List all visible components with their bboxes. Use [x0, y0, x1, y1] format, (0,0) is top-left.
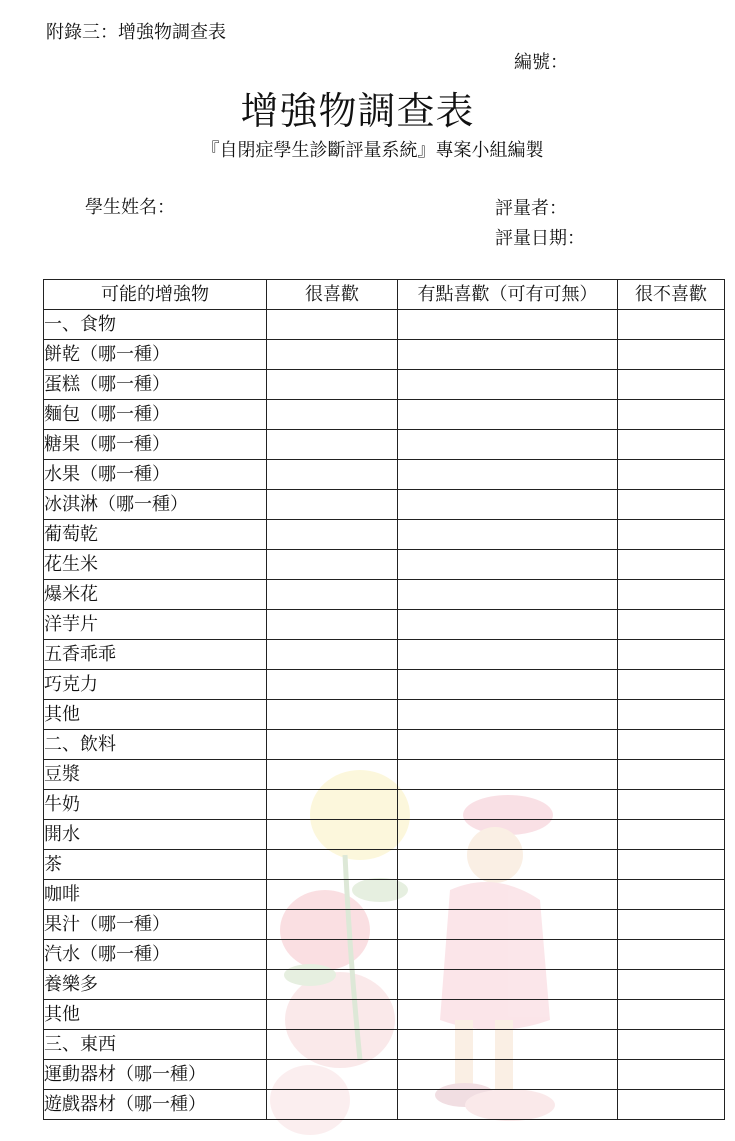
table-row [44, 910, 725, 940]
somewhat-like-cell[interactable] [398, 820, 618, 850]
dislike-cell[interactable] [618, 520, 725, 550]
like-very-much-cell[interactable] [267, 490, 398, 520]
somewhat-like-cell[interactable] [398, 490, 618, 520]
table-row [44, 1090, 725, 1120]
like-very-much-cell[interactable] [267, 850, 398, 880]
like-very-much-cell[interactable] [267, 820, 398, 850]
page-subtitle: 『自閉症學生診斷評量系統』專案小組編製 [201, 140, 544, 161]
item-label: 餅乾（哪一種） [44, 340, 267, 370]
column-header-dislike: 很不喜歡 [618, 280, 725, 310]
somewhat-like-cell[interactable] [398, 790, 618, 820]
dislike-cell[interactable] [618, 970, 725, 1000]
table-row [44, 610, 725, 640]
somewhat-like-cell[interactable] [398, 730, 618, 760]
dislike-cell[interactable] [618, 790, 725, 820]
dislike-cell[interactable] [618, 880, 725, 910]
column-header-like-very-much: 很喜歡 [267, 280, 398, 310]
table-row [44, 430, 725, 460]
column-header-somewhat-like: 有點喜歡（可有可無） [398, 280, 618, 310]
dislike-cell[interactable] [618, 1030, 725, 1060]
somewhat-like-cell[interactable] [398, 520, 618, 550]
like-very-much-cell[interactable] [267, 580, 398, 610]
column-header-reinforcer: 可能的增強物 [44, 280, 267, 310]
dislike-cell[interactable] [618, 1060, 725, 1090]
dislike-cell[interactable] [618, 550, 725, 580]
like-very-much-cell[interactable] [267, 310, 398, 340]
like-very-much-cell[interactable] [267, 910, 398, 940]
somewhat-like-cell[interactable] [398, 1000, 618, 1030]
item-label: 遊戲器材（哪一種） [44, 1090, 267, 1120]
somewhat-like-cell[interactable] [398, 460, 618, 490]
item-label: 洋芋片 [44, 610, 267, 640]
table-row [44, 1000, 725, 1030]
category-row [44, 730, 725, 760]
dislike-cell[interactable] [618, 760, 725, 790]
somewhat-like-cell[interactable] [398, 940, 618, 970]
somewhat-like-cell[interactable] [398, 760, 618, 790]
table-row [44, 460, 725, 490]
like-very-much-cell[interactable] [267, 730, 398, 760]
like-very-much-cell[interactable] [267, 370, 398, 400]
dislike-cell[interactable] [618, 370, 725, 400]
page-title: 增強物調查表 [240, 89, 475, 133]
somewhat-like-cell[interactable] [398, 1060, 618, 1090]
like-very-much-cell[interactable] [267, 610, 398, 640]
table-row [44, 340, 725, 370]
dislike-cell[interactable] [618, 460, 725, 490]
somewhat-like-cell[interactable] [398, 400, 618, 430]
like-very-much-cell[interactable] [267, 790, 398, 820]
item-label: 汽水（哪一種） [44, 940, 267, 970]
item-label: 豆漿 [44, 760, 267, 790]
like-very-much-cell[interactable] [267, 430, 398, 460]
category-label: 二、飲料 [44, 730, 267, 760]
item-label: 水果（哪一種） [44, 460, 267, 490]
dislike-cell[interactable] [618, 940, 725, 970]
reinforcer-survey-table [43, 279, 725, 1120]
item-label: 冰淇淋（哪一種） [44, 490, 267, 520]
item-label: 花生米 [44, 550, 267, 580]
date-field[interactable]: 評量日期： [495, 228, 585, 249]
somewhat-like-cell[interactable] [398, 880, 618, 910]
somewhat-like-cell[interactable] [398, 1030, 618, 1060]
dislike-cell[interactable] [618, 730, 725, 760]
table-row [44, 400, 725, 430]
dislike-cell[interactable] [618, 1000, 725, 1030]
somewhat-like-cell[interactable] [398, 970, 618, 1000]
item-label: 其他 [44, 1000, 267, 1030]
like-very-much-cell[interactable] [267, 640, 398, 670]
table-row [44, 640, 725, 670]
like-very-much-cell[interactable] [267, 1000, 398, 1030]
like-very-much-cell[interactable] [267, 880, 398, 910]
table-row [44, 940, 725, 970]
dislike-cell[interactable] [618, 910, 725, 940]
table-row [44, 1060, 725, 1090]
table-row [44, 550, 725, 580]
like-very-much-cell[interactable] [267, 700, 398, 730]
somewhat-like-cell[interactable] [398, 910, 618, 940]
category-row [44, 1030, 725, 1060]
somewhat-like-cell[interactable] [398, 370, 618, 400]
category-row [44, 310, 725, 340]
somewhat-like-cell[interactable] [398, 700, 618, 730]
table-row [44, 880, 725, 910]
item-label: 牛奶 [44, 790, 267, 820]
table-row [44, 820, 725, 850]
item-label: 茶 [44, 850, 267, 880]
table-row [44, 670, 725, 700]
table-row [44, 760, 725, 790]
category-label: 三、東西 [44, 1030, 267, 1060]
item-label: 開水 [44, 820, 267, 850]
like-very-much-cell[interactable] [267, 940, 398, 970]
like-very-much-cell[interactable] [267, 670, 398, 700]
like-very-much-cell[interactable] [267, 1060, 398, 1090]
dislike-cell[interactable] [618, 310, 725, 340]
category-label: 一、食物 [44, 310, 267, 340]
item-label: 運動器材（哪一種） [44, 1060, 267, 1090]
somewhat-like-cell[interactable] [398, 850, 618, 880]
table-row [44, 370, 725, 400]
table-row [44, 490, 725, 520]
table-row [44, 850, 725, 880]
somewhat-like-cell[interactable] [398, 550, 618, 580]
table-row [44, 520, 725, 550]
item-label: 五香乖乖 [44, 640, 267, 670]
like-very-much-cell[interactable] [267, 460, 398, 490]
somewhat-like-cell[interactable] [398, 610, 618, 640]
somewhat-like-cell[interactable] [398, 430, 618, 460]
item-label: 糖果（哪一種） [44, 430, 267, 460]
somewhat-like-cell[interactable] [398, 640, 618, 670]
table-row [44, 790, 725, 820]
dislike-cell[interactable] [618, 700, 725, 730]
like-very-much-cell[interactable] [267, 400, 398, 430]
item-label: 爆米花 [44, 580, 267, 610]
like-very-much-cell[interactable] [267, 520, 398, 550]
somewhat-like-cell[interactable] [398, 580, 618, 610]
somewhat-like-cell[interactable] [398, 1090, 618, 1120]
dislike-cell[interactable] [618, 430, 725, 460]
item-label: 養樂多 [44, 970, 267, 1000]
like-very-much-cell[interactable] [267, 970, 398, 1000]
table-header-row [44, 280, 725, 310]
item-label: 其他 [44, 700, 267, 730]
student-name-field[interactable]: 學生姓名： [85, 197, 175, 218]
somewhat-like-cell[interactable] [398, 310, 618, 340]
item-label: 葡萄乾 [44, 520, 267, 550]
item-label: 麵包（哪一種） [44, 400, 267, 430]
dislike-cell[interactable] [618, 610, 725, 640]
somewhat-like-cell[interactable] [398, 340, 618, 370]
item-label: 果汁（哪一種） [44, 910, 267, 940]
like-very-much-cell[interactable] [267, 1030, 398, 1060]
item-label: 咖啡 [44, 880, 267, 910]
dislike-cell[interactable] [618, 850, 725, 880]
item-label: 巧克力 [44, 670, 267, 700]
number-label: 編號： [514, 52, 568, 73]
dislike-cell[interactable] [618, 400, 725, 430]
like-very-much-cell[interactable] [267, 1090, 398, 1120]
like-very-much-cell[interactable] [267, 760, 398, 790]
dislike-cell[interactable] [618, 490, 725, 520]
item-label: 蛋糕（哪一種） [44, 370, 267, 400]
like-very-much-cell[interactable] [267, 550, 398, 580]
like-very-much-cell[interactable] [267, 340, 398, 370]
table-row [44, 580, 725, 610]
dislike-cell[interactable] [618, 640, 725, 670]
appendix-label: 附錄三：增強物調查表 [46, 22, 226, 43]
dislike-cell[interactable] [618, 1090, 725, 1120]
rater-field[interactable]: 評量者： [495, 198, 567, 219]
dislike-cell[interactable] [618, 580, 725, 610]
dislike-cell[interactable] [618, 820, 725, 850]
dislike-cell[interactable] [618, 670, 725, 700]
table-row [44, 970, 725, 1000]
somewhat-like-cell[interactable] [398, 670, 618, 700]
dislike-cell[interactable] [618, 340, 725, 370]
table-row [44, 700, 725, 730]
